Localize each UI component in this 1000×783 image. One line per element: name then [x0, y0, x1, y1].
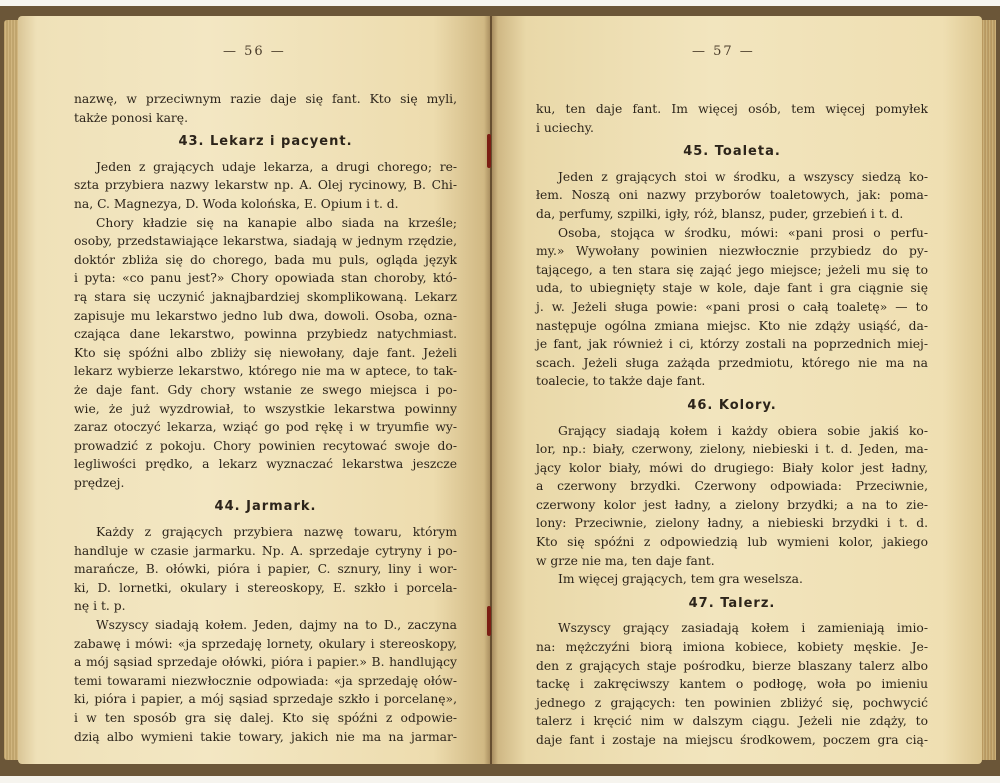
- text-line: Jeden z grających udaje lekarza, a drugi chorego; re-: [96, 159, 457, 174]
- text-line: my.» Wywołany powinien niezwłocznie przybiedz do py-: [536, 244, 928, 259]
- text-line: Wszyscy siadają kołem. Jeden, dajmy na to D., zaczyna: [96, 618, 457, 633]
- text-line: Grający siadają kołem i każdy obiera sobie jakiś ko-: [558, 423, 928, 438]
- page-edges-right: [982, 20, 996, 760]
- text-line: czająca dane lekarstwo, powinna przybiedz natychmiast.: [74, 327, 457, 342]
- text-line: Każdy z grających przybiera nazwę towaru, którym: [96, 525, 457, 540]
- game-heading: 47. Talerz.: [688, 595, 776, 611]
- text-line: handluje w czasie jarmarku. Np. A. sprzedaje cytryny i po-: [74, 543, 457, 558]
- text-line: na: mężczyźni biorą imiona kobiece, kobiety męskie. Je-: [536, 640, 928, 655]
- text-line: dzią albo wymieni takie towary, jakich nie ma na jarmar-: [74, 729, 457, 744]
- text-line: osoby, przedstawiające lekarstwa, siadają w jednym rzędzie,: [74, 234, 457, 249]
- text-line: j. w. Jeżeli sługa powie: «pani prosi o całą toaletę» — to: [536, 299, 928, 314]
- page-number-56: — 56 —: [223, 44, 286, 59]
- text-line: rą stara się uczynić jaknajbardziej skomplikowaną. Lekarz: [74, 289, 457, 304]
- text-line: w grze nie ma, ten daje fant.: [536, 553, 715, 568]
- game-heading: 45. Toaleta.: [683, 144, 781, 160]
- game-heading: 43. Lekarz i pacyent.: [178, 134, 353, 150]
- text-line: tackę i zakręciwszy kantem o podłogę, woła po imieniu: [536, 677, 928, 692]
- text-line: daje fant i zostaje na miejscu środkowem, poczem gra cią-: [536, 733, 928, 747]
- text-line: Wszyscy grający zasiadają kołem i zamieniają imio-: [558, 621, 928, 636]
- text-line: zaraz otoczyć lekarza, wziąć go pod rękę i w tryumfie wy-: [74, 420, 457, 435]
- text-line: następuje ogólna zmiana miejsc. Kto nie zdąży usiąść, da-: [536, 318, 928, 333]
- text-line: prowadzić z pokoju. Chory powinien recytować swoje do-: [74, 438, 457, 453]
- text-line: na, C. Magnezya, D. Woda kolońska, E. Opium i t. d.: [74, 196, 399, 211]
- text-line: lekarz wybierze lekarstwo, którego nie ma w aptece, to tak-: [74, 364, 457, 379]
- text-line: zapisuje mu lekarstwo jedno lub dwa, dowoli. Osoba, ozna-: [74, 308, 457, 323]
- text-line: talerz i kręcić nim w dalszym ciągu. Jeżeli nie zdąży, to: [536, 714, 928, 729]
- text-line: je fant, jak również i ci, którzy zostali na poprzednich miej-: [536, 337, 928, 352]
- text-line: uda, to ubiegnięty staje w kole, daje fant i gra ciągnie się: [536, 281, 928, 296]
- text-line: Chory kładzie się na kanapie albo siada na krześle;: [96, 215, 457, 230]
- open-book: [0, 6, 1000, 776]
- right-page: [492, 16, 982, 764]
- text-line: Jeden z grających stoi w środku, a wszyscy siedzą ko-: [558, 169, 928, 184]
- text-line: Osoba, stojąca w środku, mówi: «pani prosi o perfu-: [558, 225, 928, 240]
- text-line: lor, np.: biały, czerwony, zielony, niebieski i t. d. Jeden, ma-: [536, 442, 928, 457]
- text-line: den z grających staje pośrodku, bierze blaszany talerz albo: [536, 658, 928, 673]
- text-line: legliwości prędko, a lekarz wyznaczać lekarstwa jeszcze: [74, 457, 457, 472]
- text-line: i pyta: «co panu jest?» Chory opowiada stan choroby, któ-: [74, 271, 457, 286]
- text-line: ki, D. lornetki, okulary i stereoskopy, E. szkło i porcela-: [74, 580, 457, 595]
- text-line: i w ten sposób gra się dalej. Kto się spóźni z odpowie-: [74, 711, 457, 725]
- text-line: a mój sąsiad sprzedaje ołówki, pióra i papier.» B. handlujący: [74, 655, 457, 670]
- text-line: temi towarami niezwłocznie odpowiada: «ja sprzedaję ołów-: [74, 673, 457, 688]
- text-line: zabawę i mówi: «ja sprzedaję lornety, okulary i stereoskopy,: [74, 636, 457, 651]
- book-gutter: [484, 16, 498, 764]
- page-edges-left: [4, 20, 18, 760]
- game-heading: 44. Jarmark.: [214, 499, 317, 515]
- text-line: toalecie, to także daje fant.: [536, 374, 706, 389]
- page-number-57: — 57 —: [692, 44, 755, 59]
- text-line: jący kolor biały, mówi do drugiego: Biały kolor jest ładny,: [536, 460, 928, 475]
- text-line: że daje fant. Gdy chory wstanie ze swego miejsca i po-: [74, 382, 457, 397]
- game-heading: 46. Kolory.: [687, 397, 777, 413]
- text-line: wie, że już wyzdrowiał, to wszystkie lekarstwa powinny: [74, 401, 457, 416]
- left-page-text: [74, 90, 457, 746]
- text-line: lony: Przeciwnie, zielony ładny, a niebieski brzydki i t. d.: [536, 516, 928, 531]
- text-line: czerwony kolor jest ładny, a zielony brzydki; a na to zie-: [536, 497, 928, 512]
- text-line: prędzej.: [74, 475, 125, 490]
- text-line: ku, ten daje fant. Im więcej osób, tem więcej pomyłek: [536, 102, 928, 116]
- text-line: Kto się spóźni albo zbliży się niewołany, daje fant. Jeżeli: [74, 345, 457, 360]
- text-line: tającego, a ten stara się zająć jego miejsce; jeżeli mu się to: [536, 262, 928, 277]
- text-line: da, perfumy, szpilki, igły, róż, blansz, puder, grzebień i t. d.: [536, 206, 904, 221]
- text-line: łem. Noszą oni nazwy przyborów toaletowych, jak: poma-: [536, 188, 928, 203]
- text-line: scach. Jeżeli sługa zażąda przedmiotu, którego nie ma na: [536, 355, 928, 370]
- binding-thread-top: [487, 134, 491, 168]
- text-line: także ponosi karę.: [74, 110, 188, 125]
- text-line: szta przybiera nazwy lekarstw np. A. Olej rycinowy, B. Chi-: [74, 178, 457, 193]
- text-line: ki, pióra i papier, a mój sąsiad sprzedaje szkło i porcelanę»,: [74, 692, 457, 707]
- text-line: marańcze, B. ołówki, pióra i papier, C. sznury, liny i wor-: [74, 562, 457, 577]
- text-line: doktór zbliża się do chorego, bada mu puls, ogląda język: [74, 252, 457, 267]
- right-page-text: [536, 100, 928, 750]
- text-line: jednego z grających: ten powinien zbliżyć się, pochwycić: [536, 695, 928, 710]
- text-line: Kto się spóźni z odpowiedzią lub wymieni kolor, jakiego: [536, 535, 928, 550]
- text-line: nazwę, w przeciwnym razie daje się fant. Kto się myli,: [74, 92, 457, 106]
- text-line: a czerwony brzydki. Czerwony odpowiada: Przeciwnie,: [536, 479, 928, 494]
- text-line: nę i t. p.: [74, 599, 126, 614]
- text-line: i uciechy.: [536, 120, 594, 135]
- left-page: [18, 16, 490, 764]
- binding-thread-bottom: [487, 606, 491, 636]
- text-line: Im więcej grających, tem gra weselsza.: [558, 572, 803, 587]
